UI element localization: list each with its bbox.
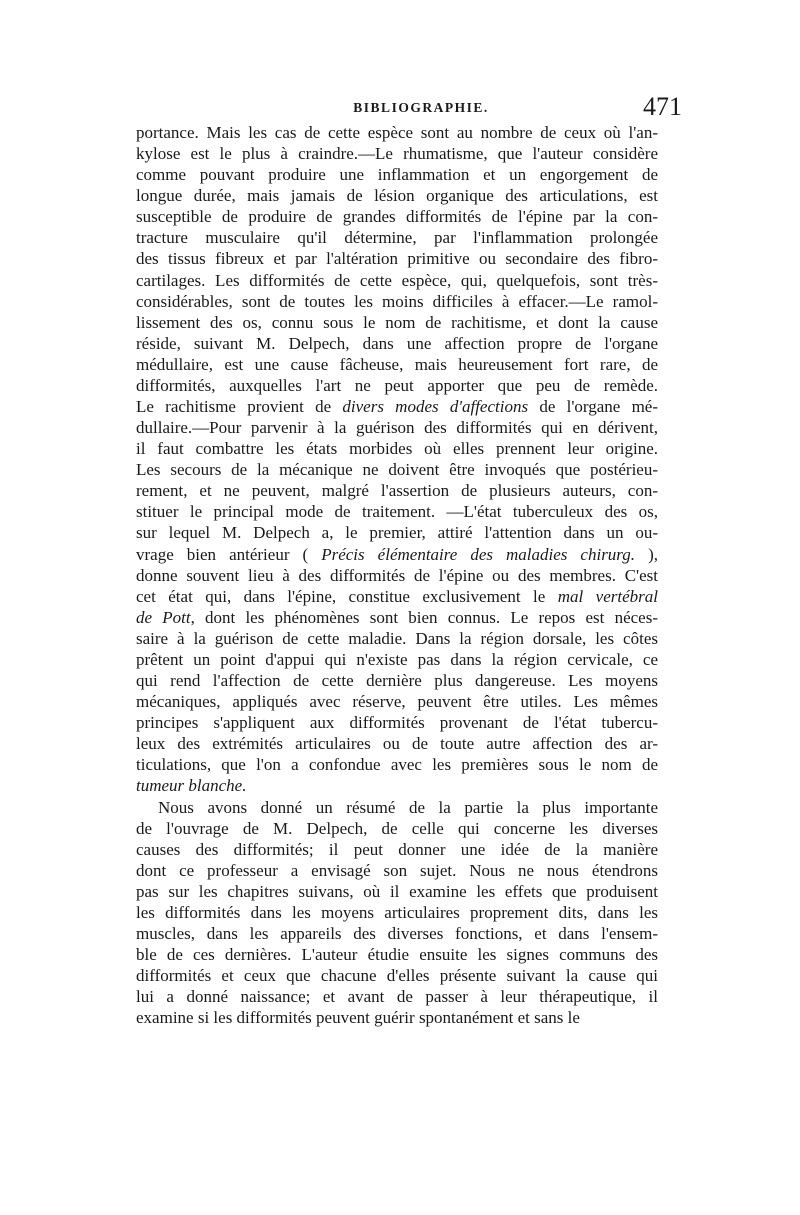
text-segment: lui a donné naissance; et avant de passer à leur thérapeutique, il [136, 987, 658, 1007]
text-segment: portance. Mais les cas de cette espèce sont au nombre de ceux où l'an- [136, 123, 658, 142]
text-segment: réside, suivant M. Delpech, dans une affection propre de l'organe [136, 333, 658, 353]
text-segment: difformités et ceux que chacune d'elles présente suivant la cause qui [136, 966, 658, 986]
text-line [136, 607, 658, 628]
text-segment: Les secours de la mécanique ne doivent être invoqués que postérieu- [136, 460, 658, 480]
text-segment: considérables, sont de toutes les moins difficiles à effacer.—Le ramol- [136, 291, 658, 311]
text-line [136, 122, 658, 143]
text-line [136, 185, 658, 206]
text-line [136, 944, 658, 965]
text-line [136, 565, 658, 586]
text-segment: des tissus fibreux et par l'altération primitive ou secondaire des fibro- [136, 249, 658, 269]
text-segment: cartilages. Les difformités de cette espèce, qui, quelquefois, sont très- [136, 270, 658, 290]
text-segment: rement, et ne peuvent, malgré l'assertion de plusieurs auteurs, con- [136, 481, 658, 501]
text-segment: comme pouvant produire une inflammation et un engorgement de [136, 165, 658, 185]
text-segment: dullaire.—Pour parvenir à la guérison des difformités qui en dérivent, [136, 418, 658, 438]
text-segment: médullaire, est une cause fâcheuse, mais heureusement fort rare, de [136, 354, 658, 374]
page-header [130, 92, 682, 126]
italic-text: mal vertébral [557, 586, 658, 606]
text-segment: mécaniques, appliqués avec réserve, peuvent être utiles. Les mêmes [136, 692, 658, 712]
italic-text: tumeur blanche. [136, 776, 247, 796]
text-segment: difformités, auxquelles l'art ne peut apporter que peu de remède. [136, 375, 658, 395]
text-segment: saire à la guérison de cette maladie. Dans la région dorsale, les côtes [136, 628, 658, 648]
text-line [136, 143, 658, 164]
text-segment: muscles, dans les appareils des diverses fonctions, et dans l'ensem- [136, 923, 658, 943]
running-title: BIBLIOGRAPHIE. [353, 100, 489, 115]
text-segment: ), [635, 544, 658, 564]
italic-text: divers modes d'affections [342, 397, 529, 417]
text-line [136, 923, 658, 944]
text-segment: ble de ces dernières. L'auteur étudie ensuite les signes communs des [136, 945, 658, 965]
text-line [136, 797, 658, 818]
text-line [136, 775, 658, 796]
text-segment: principes s'appliquent aux difformités provenant de l'état tubercu- [136, 713, 658, 733]
paragraph [136, 122, 658, 797]
text-line [136, 818, 658, 839]
text-line [136, 691, 658, 712]
text-line [136, 1007, 658, 1028]
text-segment: donne souvent lieu à des difformités de l'épine ou des membres. C'est [136, 565, 658, 585]
text-segment: causes des difformités; il peut donner une idée de la manière [136, 839, 658, 859]
text-line [136, 628, 658, 649]
text-segment: de l'organe mé- [528, 397, 658, 417]
text-segment: qui rend l'affection de cette dernière plus dangereuse. Les moyens [136, 671, 658, 691]
text-segment: cet état qui, dans l'épine, constitue exclusivement le [136, 586, 558, 606]
text-line [136, 480, 658, 501]
paragraph [136, 797, 658, 1029]
text-line [136, 902, 658, 923]
text-line [136, 291, 658, 312]
text-segment: vrage bien antérieur ( [136, 544, 322, 564]
text-segment: pas sur les chapitres suivans, où il examine les effets que produisent [136, 881, 658, 901]
text-line [136, 712, 658, 733]
text-segment: tracture musculaire qu'il détermine, par l'inflammation prolongée [136, 228, 658, 248]
text-segment: Nous avons donné un résumé de la partie la plus importante [158, 797, 658, 817]
text-segment: stituer le principal mode de traitement. —L'état tuberculeux des os, [136, 502, 658, 522]
text-line [136, 354, 658, 375]
text-line [136, 754, 658, 775]
text-segment: prêtent un point d'appui qui n'existe pas dans la région cervicale, ce [136, 649, 658, 669]
text-line [136, 881, 658, 902]
body-text [136, 122, 658, 1028]
text-segment: Le rachitisme provient de [136, 397, 343, 417]
text-line [136, 206, 658, 227]
text-line [136, 986, 658, 1007]
text-line [136, 164, 658, 185]
text-segment: ticulations, que l'on a confondue avec les premières sous le nom de [136, 755, 658, 775]
text-line [136, 860, 658, 881]
page-number: 471 [643, 92, 682, 121]
text-line [136, 333, 658, 354]
text-line [136, 649, 658, 670]
text-segment: kylose est le plus à craindre.—Le rhumatisme, que l'auteur considère [136, 144, 658, 164]
text-line [136, 522, 658, 543]
text-segment: examine si les difformités peuvent guérir spontanément et sans le [136, 1008, 580, 1028]
text-line [136, 965, 658, 986]
text-line [136, 375, 658, 396]
text-line [136, 501, 658, 522]
text-line [136, 417, 658, 438]
text-segment: dont ce professeur a envisagé son sujet. Nous ne nous étendrons [136, 860, 658, 880]
text-segment: lissement des os, connu sous le nom de rachitisme, et dont la cause [136, 312, 658, 332]
text-line [136, 227, 658, 248]
text-segment: , dont les phénomènes sont bien connus. Le repos est néces- [190, 607, 658, 627]
text-segment: de l'ouvrage de M. Delpech, de celle qui concerne les diverses [136, 818, 658, 838]
text-line [136, 839, 658, 860]
text-line [136, 670, 658, 691]
text-line [136, 438, 658, 459]
text-line [136, 733, 658, 754]
text-line [136, 312, 658, 333]
text-line [136, 586, 658, 607]
italic-text: Précis élémentaire des maladies chirurg. [321, 544, 636, 564]
text-line [136, 248, 658, 269]
text-segment: susceptible de produire de grandes difformités de l'épine par la con- [136, 207, 658, 227]
text-segment: sur lequel M. Delpech a, le premier, attiré l'attention dans un ou- [136, 523, 658, 543]
text-segment: longue durée, mais jamais de lésion organique des articulations, est [136, 186, 658, 206]
text-line [136, 459, 658, 480]
text-segment: les difformités dans les moyens articulaires proprement dits, dans les [136, 902, 658, 922]
italic-text: de Pott [136, 607, 191, 627]
text-line [136, 396, 658, 417]
text-line [136, 270, 658, 291]
text-segment: leux des extrémités articulaires ou de toute autre affection des ar- [136, 734, 658, 754]
text-line [136, 544, 658, 565]
text-segment: il faut combattre les états morbides où elles prennent leur origine. [136, 439, 658, 459]
